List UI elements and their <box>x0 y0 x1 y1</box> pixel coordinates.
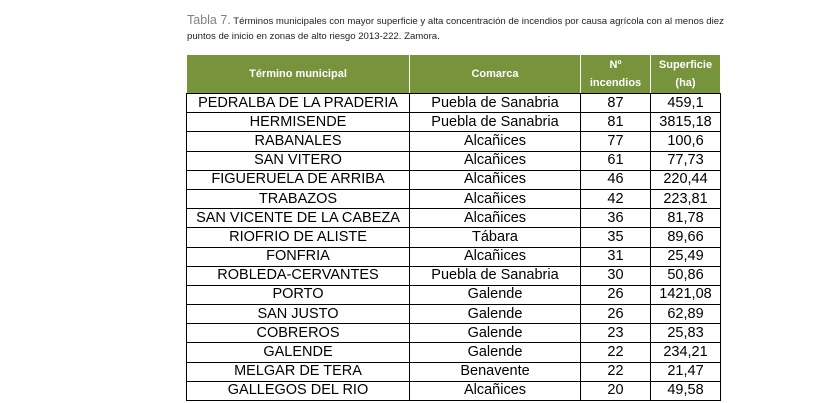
fires-table <box>186 54 721 401</box>
cell-superficie: 3815,18 <box>651 113 721 132</box>
cell-superficie: 223,81 <box>651 189 721 208</box>
cell-incendios: 20 <box>581 381 651 400</box>
cell-incendios: 87 <box>581 94 651 113</box>
header-incendios-line2: incendios <box>589 77 642 89</box>
table-row <box>187 362 721 381</box>
cell-incendios: 35 <box>581 228 651 247</box>
header-superficie-line1: Superficie <box>658 59 713 71</box>
table-row <box>187 228 721 247</box>
table-row <box>187 324 721 343</box>
table-header <box>187 55 721 94</box>
table-row <box>187 209 721 228</box>
table-row <box>187 189 721 208</box>
cell-superficie: 89,66 <box>651 228 721 247</box>
cell-municipio: RABANALES <box>187 132 410 151</box>
cell-superficie: 49,58 <box>651 381 721 400</box>
cell-incendios: 23 <box>581 324 651 343</box>
cell-incendios: 81 <box>581 113 651 132</box>
cell-comarca: Puebla de Sanabria <box>410 113 581 132</box>
table-row <box>187 132 721 151</box>
cell-incendios: 61 <box>581 151 651 170</box>
cell-municipio: TRABAZOS <box>187 189 410 208</box>
cell-municipio: GALLEGOS DEL RIO <box>187 381 410 400</box>
cell-municipio: HERMISENDE <box>187 113 410 132</box>
cell-superficie: 234,21 <box>651 343 721 362</box>
cell-comarca: Galende <box>410 343 581 362</box>
cell-municipio: MELGAR DE TERA <box>187 362 410 381</box>
cell-superficie: 81,78 <box>651 209 721 228</box>
table-body <box>187 94 721 401</box>
header-incendios-line1: Nº <box>609 59 622 71</box>
table-caption-text: Términos municipales con mayor superficie y alta concentración de incendios por causa agrícola con al menos diez puntos de inicio en zonas de alto riesgo 2013-222. Zamora. <box>187 16 724 42</box>
cell-municipio: SAN JUSTO <box>187 305 410 324</box>
cell-comarca: Tábara <box>410 228 581 247</box>
cell-superficie: 21,47 <box>651 362 721 381</box>
table-row <box>187 266 721 285</box>
table-caption <box>187 13 747 44</box>
cell-superficie: 62,89 <box>651 305 721 324</box>
cell-comarca: Galende <box>410 285 581 304</box>
cell-incendios: 22 <box>581 362 651 381</box>
cell-comarca: Alcañices <box>410 189 581 208</box>
cell-comarca: Alcañices <box>410 132 581 151</box>
table-row <box>187 247 721 266</box>
cell-comarca: Puebla de Sanabria <box>410 266 581 285</box>
cell-comarca: Alcañices <box>410 247 581 266</box>
cell-municipio: SAN VICENTE DE LA CABEZA <box>187 209 410 228</box>
table-row <box>187 305 721 324</box>
cell-incendios: 46 <box>581 170 651 189</box>
table-row <box>187 94 721 113</box>
cell-comarca: Galende <box>410 324 581 343</box>
header-superficie <box>651 55 721 94</box>
cell-municipio: FIGUERUELA DE ARRIBA <box>187 170 410 189</box>
cell-superficie: 100,6 <box>651 132 721 151</box>
cell-municipio: FONFRIA <box>187 247 410 266</box>
cell-incendios: 30 <box>581 266 651 285</box>
table-row <box>187 113 721 132</box>
cell-comarca: Puebla de Sanabria <box>410 94 581 113</box>
cell-municipio: PORTO <box>187 285 410 304</box>
table-row <box>187 343 721 362</box>
cell-municipio: PEDRALBA DE LA PRADERIA <box>187 94 410 113</box>
cell-superficie: 25,83 <box>651 324 721 343</box>
table-caption-label: Tabla 7. <box>187 13 231 27</box>
header-comarca: Comarca <box>410 55 581 94</box>
cell-incendios: 42 <box>581 189 651 208</box>
cell-comarca: Galende <box>410 305 581 324</box>
cell-municipio: GALENDE <box>187 343 410 362</box>
cell-incendios: 26 <box>581 305 651 324</box>
table-row <box>187 381 721 400</box>
cell-municipio: RIOFRIO DE ALISTE <box>187 228 410 247</box>
cell-municipio: ROBLEDA-CERVANTES <box>187 266 410 285</box>
cell-superficie: 25,49 <box>651 247 721 266</box>
cell-superficie: 459,1 <box>651 94 721 113</box>
cell-incendios: 36 <box>581 209 651 228</box>
table-row <box>187 170 721 189</box>
cell-municipio: SAN VITERO <box>187 151 410 170</box>
header-municipio: Término municipal <box>187 55 410 94</box>
cell-comarca: Alcañices <box>410 209 581 228</box>
cell-incendios: 31 <box>581 247 651 266</box>
cell-superficie: 77,73 <box>651 151 721 170</box>
header-superficie-line2: (ha) <box>675 77 696 89</box>
cell-comarca: Alcañices <box>410 170 581 189</box>
cell-comarca: Alcañices <box>410 151 581 170</box>
cell-superficie: 50,86 <box>651 266 721 285</box>
header-incendios <box>581 55 651 94</box>
table-row <box>187 151 721 170</box>
cell-comarca: Alcañices <box>410 381 581 400</box>
cell-comarca: Benavente <box>410 362 581 381</box>
table-row <box>187 285 721 304</box>
cell-municipio: COBREROS <box>187 324 410 343</box>
cell-incendios: 77 <box>581 132 651 151</box>
cell-superficie: 220,44 <box>651 170 721 189</box>
cell-superficie: 1421,08 <box>651 285 721 304</box>
cell-incendios: 22 <box>581 343 651 362</box>
header-row <box>187 55 721 94</box>
cell-incendios: 26 <box>581 285 651 304</box>
